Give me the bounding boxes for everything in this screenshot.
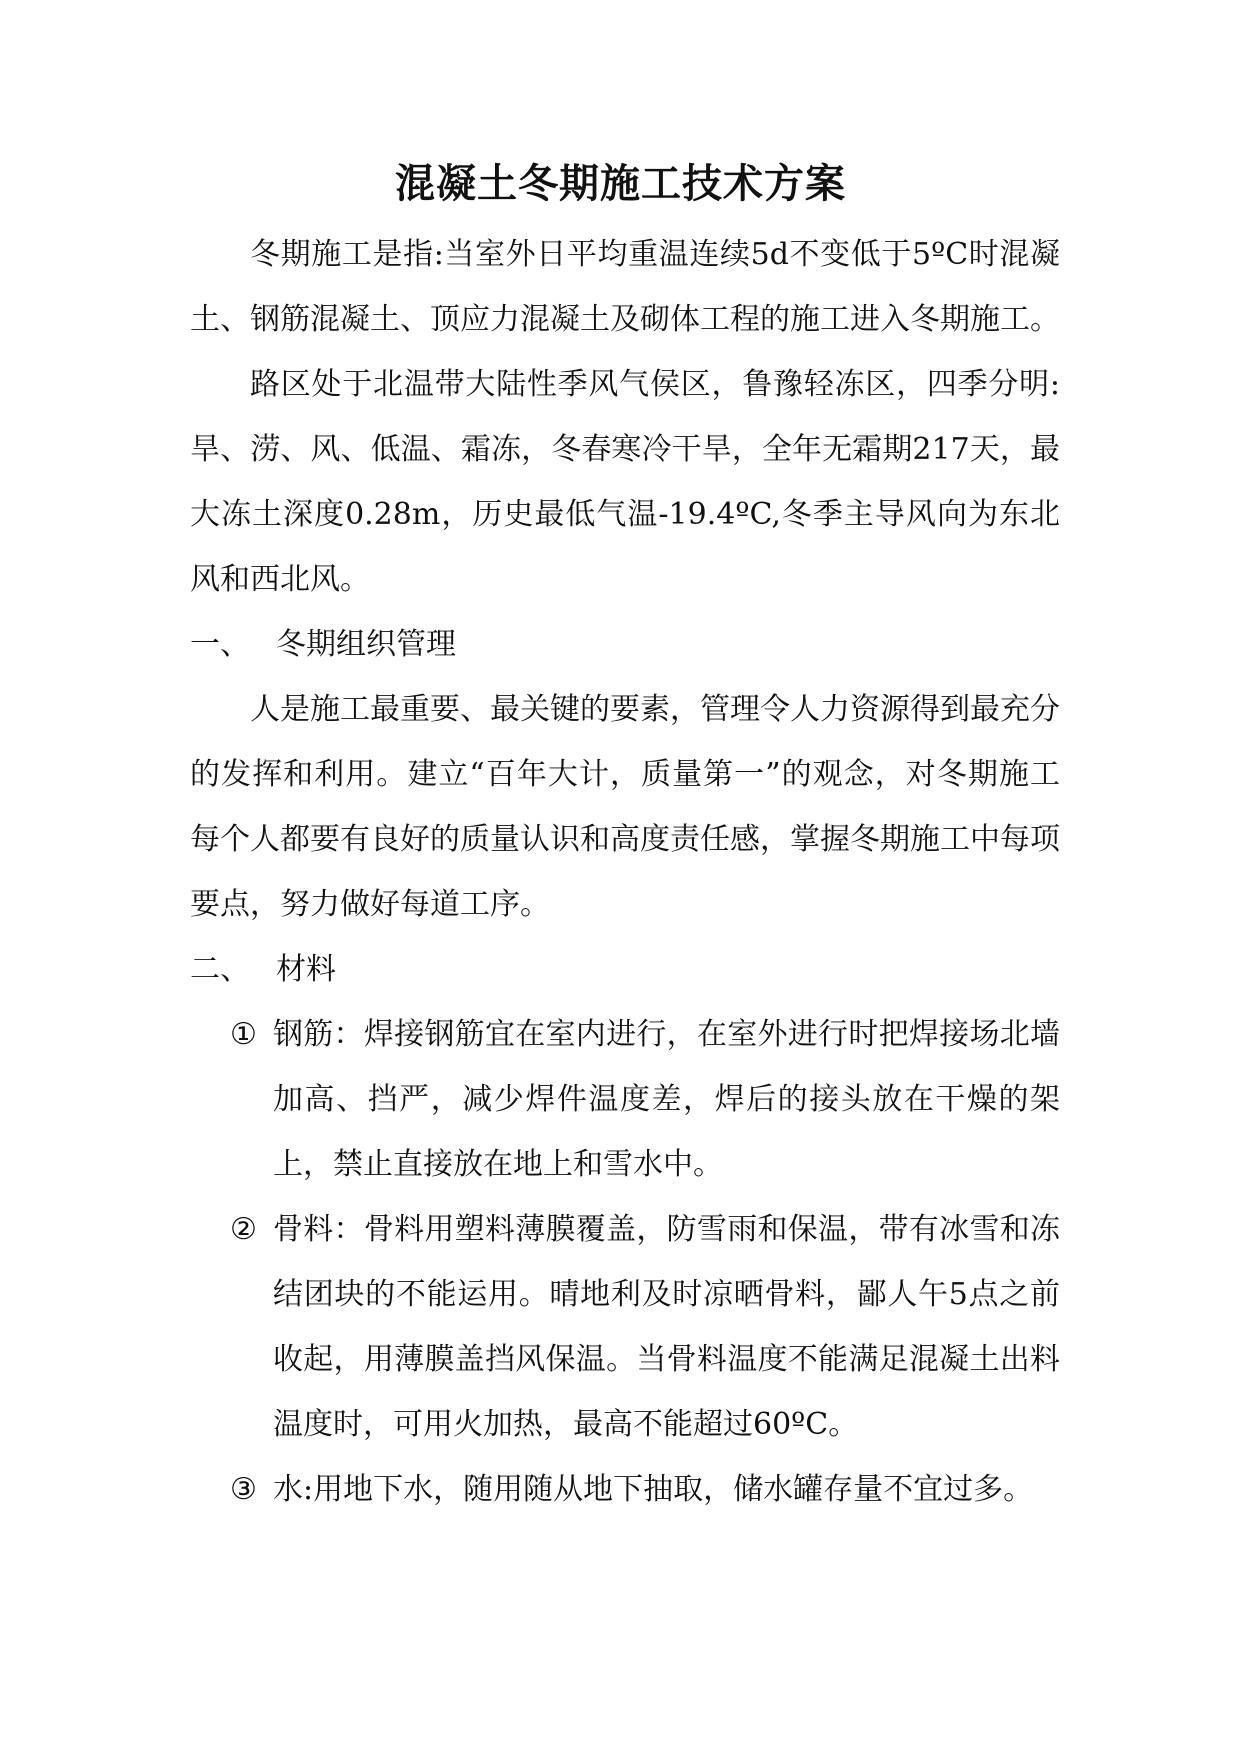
item-text: 骨料：骨料用塑料薄膜覆盖，防雪雨和保温，带有冰雪和冻结团块的不能运用。晴地利及时凉晒骨料，鄙人午5点之前收起，用薄膜盖挡风保温。当骨料温度不能满足混凝土出料温度时，可用火加热，最高不能超过60ºC。 <box>273 1212 1060 1442</box>
intro-paragraph-2: 路区处于北温带大陆性季风气侯区，鲁豫轻冻区，四季分明:旱、涝、风、低温、霜冻，冬春寒冷干旱，全年无霜期217天，最大冻土深度0.28m，历史最低气温-19.4ºC,冬季主导风向为东北风和西北风。 <box>190 367 1060 597</box>
document-title: 混凝土冬期施工技术方案 <box>395 160 846 207</box>
intro-paragraph-1: 冬期施工是指:当室外日平均重温连续5d不变低于5ºC时混凝土、钢筋混凝土、顶应力混凝土及砌体工程的施工进入冬期施工。 <box>190 237 1060 337</box>
section-number: 二、 <box>190 952 250 987</box>
organization-paragraph: 人是施工最重要、最关键的要素，管理令人力资源得到最充分的发挥和利用。建立“百年大计，质量第一”的观念，对冬期施工每个人都要有良好的质量认识和高度责任感，掌握冬期施工中每项要点，努力做好每道工序。 <box>190 692 1060 922</box>
item-text: 钢筋：焊接钢筋宜在室内进行，在室外进行时把焊接场北墙加高、挡严，减少焊件温度差，焊后的接头放在干燥的架上，禁止直接放在地上和雪水中。 <box>273 1017 1060 1182</box>
section-heading-materials <box>190 937 1060 1002</box>
item-marker: ① <box>230 1017 257 1052</box>
material-item-steel <box>190 1002 1060 1197</box>
section-heading-organization <box>190 612 1060 677</box>
item-text: 水:用地下水，随用随从地下抽取，储水罐存量不宜过多。 <box>273 1472 1034 1507</box>
section-number: 一、 <box>190 627 250 662</box>
material-item-aggregate <box>190 1197 1060 1457</box>
section-title: 材料 <box>276 952 336 987</box>
item-marker: ③ <box>230 1472 257 1507</box>
material-item-water <box>190 1457 1060 1522</box>
section-title: 冬期组织管理 <box>276 627 456 662</box>
item-marker: ② <box>230 1212 257 1247</box>
document-body <box>190 222 1060 1522</box>
